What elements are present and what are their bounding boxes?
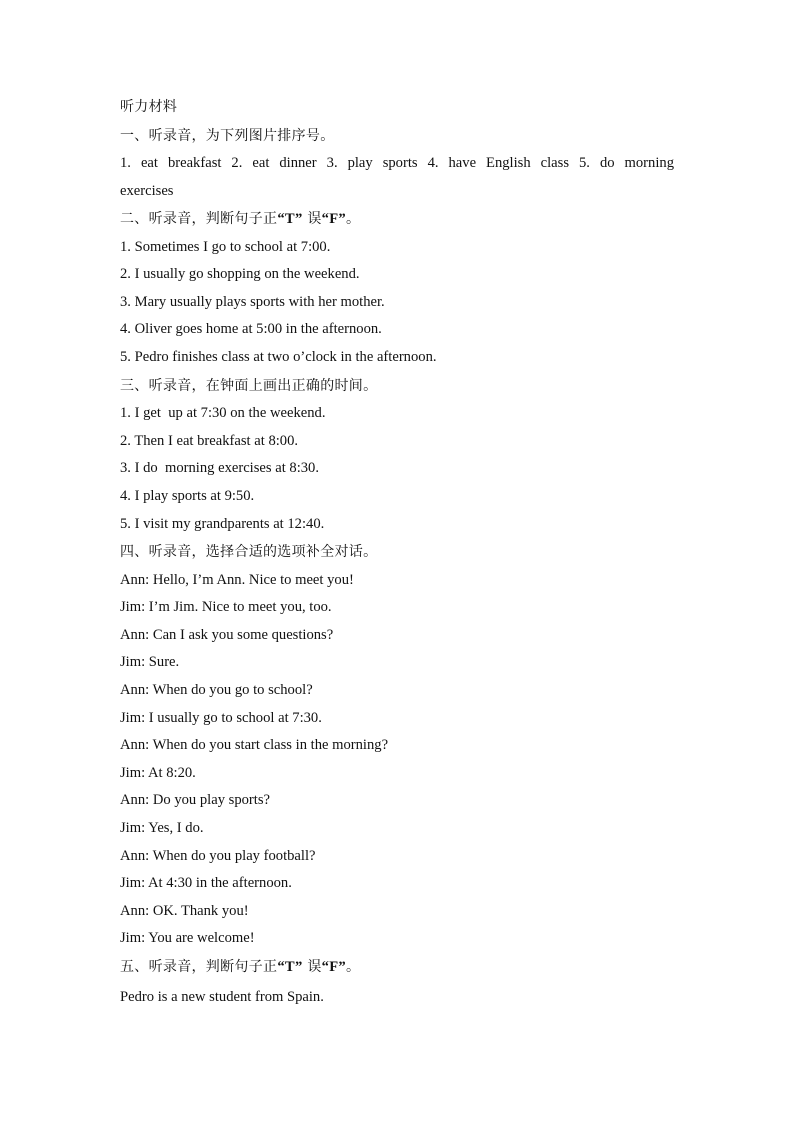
dialogue-line-2: Jim: I’m Jim. Nice to meet you, too. bbox=[120, 599, 332, 616]
dialogue-line-12: Jim: At 4:30 in the afternoon. bbox=[120, 875, 292, 892]
section-2-item-4: 4. Oliver goes home at 5:00 in the afternoon. bbox=[120, 321, 382, 338]
section-5-heading bbox=[120, 953, 674, 982]
section-5-heading-mid: 误 bbox=[307, 958, 322, 975]
dialogue-line-3: Ann: Can I ask you some questions? bbox=[120, 626, 334, 643]
dialogue-line-7: Ann: When do you start class in the morning? bbox=[120, 737, 389, 754]
section-4-heading: 四、听录音，选择合适的选项补全对话。 bbox=[120, 544, 378, 561]
section-2-heading-suffix: 。 bbox=[346, 211, 361, 228]
section-3-item-4: 4. I play sports at 9:50. bbox=[120, 487, 255, 504]
true-marker: “T” bbox=[277, 211, 303, 228]
dialogue-line-5: Ann: When do you go to school? bbox=[120, 682, 313, 698]
section-2-item-3: 3. Mary usually plays sports with her mother. bbox=[120, 293, 385, 310]
section-2-heading-mid: 误 bbox=[307, 211, 322, 228]
dialogue-line-1: Ann: Hello, I’m Ann. Nice to meet you! bbox=[120, 571, 354, 588]
document-page bbox=[120, 93, 674, 1012]
document-title: 听力材料 bbox=[120, 99, 178, 115]
section-1-line-1: 1. eat breakfast 2. eat dinner 3. play sports 4. have English class 5. do morning bbox=[120, 155, 674, 171]
section-1-paragraph bbox=[120, 150, 674, 178]
section-2-item-2: 2. I usually go shopping on the weekend. bbox=[120, 266, 360, 283]
section-5-heading-text: 五、听录音，判断句子正 bbox=[120, 958, 278, 975]
dialogue-line-8: Jim: At 8:20. bbox=[120, 764, 196, 781]
section-3-item-3: 3. I do morning exercises at 8:30. bbox=[120, 460, 319, 477]
section-1-line-2: exercises bbox=[120, 182, 174, 199]
false-marker: “F” bbox=[321, 211, 347, 228]
section-5-item-1: Pedro is a new student from Spain. bbox=[120, 989, 324, 1006]
dialogue-line-6: Jim: I usually go to school at 7:30. bbox=[120, 709, 322, 726]
section-2-item-5: 5. Pedro finishes class at two o’clock in the afternoon. bbox=[120, 349, 437, 366]
false-marker: “F” bbox=[321, 958, 347, 975]
dialogue-line-4: Jim: Sure. bbox=[120, 654, 180, 671]
section-2-item-1: 1. Sometimes I go to school at 7:00. bbox=[120, 238, 331, 255]
section-5-heading-suffix: 。 bbox=[346, 958, 361, 975]
section-3-item-2: 2. Then I eat breakfast at 8:00. bbox=[120, 432, 299, 449]
section-3-item-5: 5. I visit my grandparents at 12:40. bbox=[120, 515, 325, 532]
dialogue-line-13: Ann: OK. Thank you! bbox=[120, 902, 249, 919]
section-3-item-1: 1. I get up at 7:30 on the weekend. bbox=[120, 405, 326, 422]
section-3-heading: 三、听录音，在钟面上画出正确的时间。 bbox=[120, 377, 378, 394]
dialogue-line-11: Ann: When do you play football? bbox=[120, 847, 316, 864]
dialogue-line-10: Jim: Yes, I do. bbox=[120, 819, 204, 836]
true-marker: “T” bbox=[277, 958, 303, 975]
section-2-heading bbox=[120, 205, 674, 234]
section-2-heading-text: 二、听录音，判断句子正 bbox=[120, 211, 278, 228]
dialogue-line-14: Jim: You are welcome! bbox=[120, 930, 255, 947]
section-1-heading: 一、听录音，为下列图片排序号。 bbox=[120, 127, 335, 144]
dialogue-line-9: Ann: Do you play sports? bbox=[120, 792, 270, 809]
